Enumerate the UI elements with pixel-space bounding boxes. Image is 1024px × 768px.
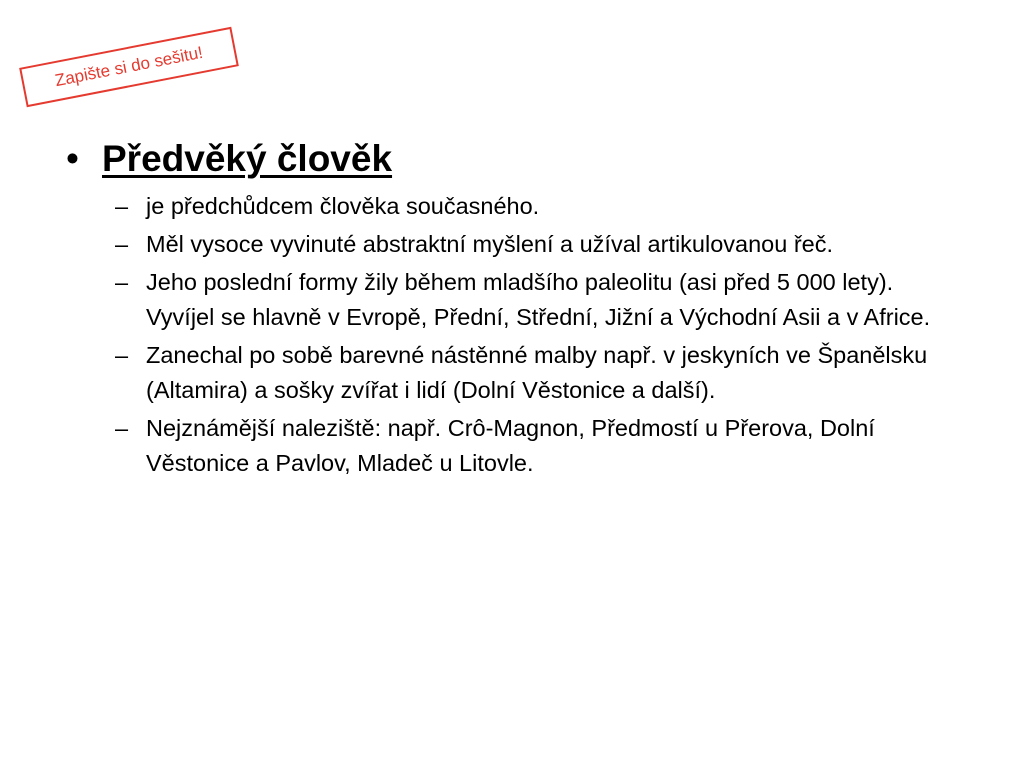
list-item [66, 411, 966, 481]
list-item-text: Jeho poslední formy žily během mladšího paleolitu (asi před 5 000 lety). Vyvíjel se hlavně v Evropě, Přední, Střední, Jižní a Východní Asii a v Africe. [146, 269, 931, 330]
slide-heading: Předvěký člověk [102, 138, 393, 179]
list-item-text: Nejznámější naleziště: např. Crô-Magnon, Předmostí u Přerova, Dolní Věstonice a Pavlov, Mladeč u Litovle. [146, 415, 875, 476]
dash-icon: – [115, 193, 129, 219]
heading-row [66, 138, 966, 180]
note-stamp [19, 27, 239, 107]
sub-bullet-list [66, 189, 966, 481]
bullet-icon: • [66, 138, 79, 179]
list-item-text: Měl vysoce vyvinuté abstraktní myšlení a užíval artikulovanou řeč. [146, 231, 834, 257]
list-item-text: je předchůdcem člověka současného. [146, 193, 540, 219]
list-item [66, 265, 966, 335]
list-item-text: Zanechal po sobě barevné nástěnné malby např. v jeskyních ve Španělsku (Altamira) a sošky zvířat i lidí (Dolní Věstonice a další). [146, 342, 928, 403]
slide-content [66, 138, 966, 484]
dash-icon: – [115, 269, 129, 295]
list-item [66, 227, 966, 262]
dash-icon: – [115, 415, 129, 441]
dash-icon: – [115, 231, 129, 257]
dash-icon: – [115, 342, 129, 368]
note-stamp-text: Zapište si do sešitu! [53, 42, 205, 91]
list-item [66, 338, 966, 408]
list-item [66, 189, 966, 224]
